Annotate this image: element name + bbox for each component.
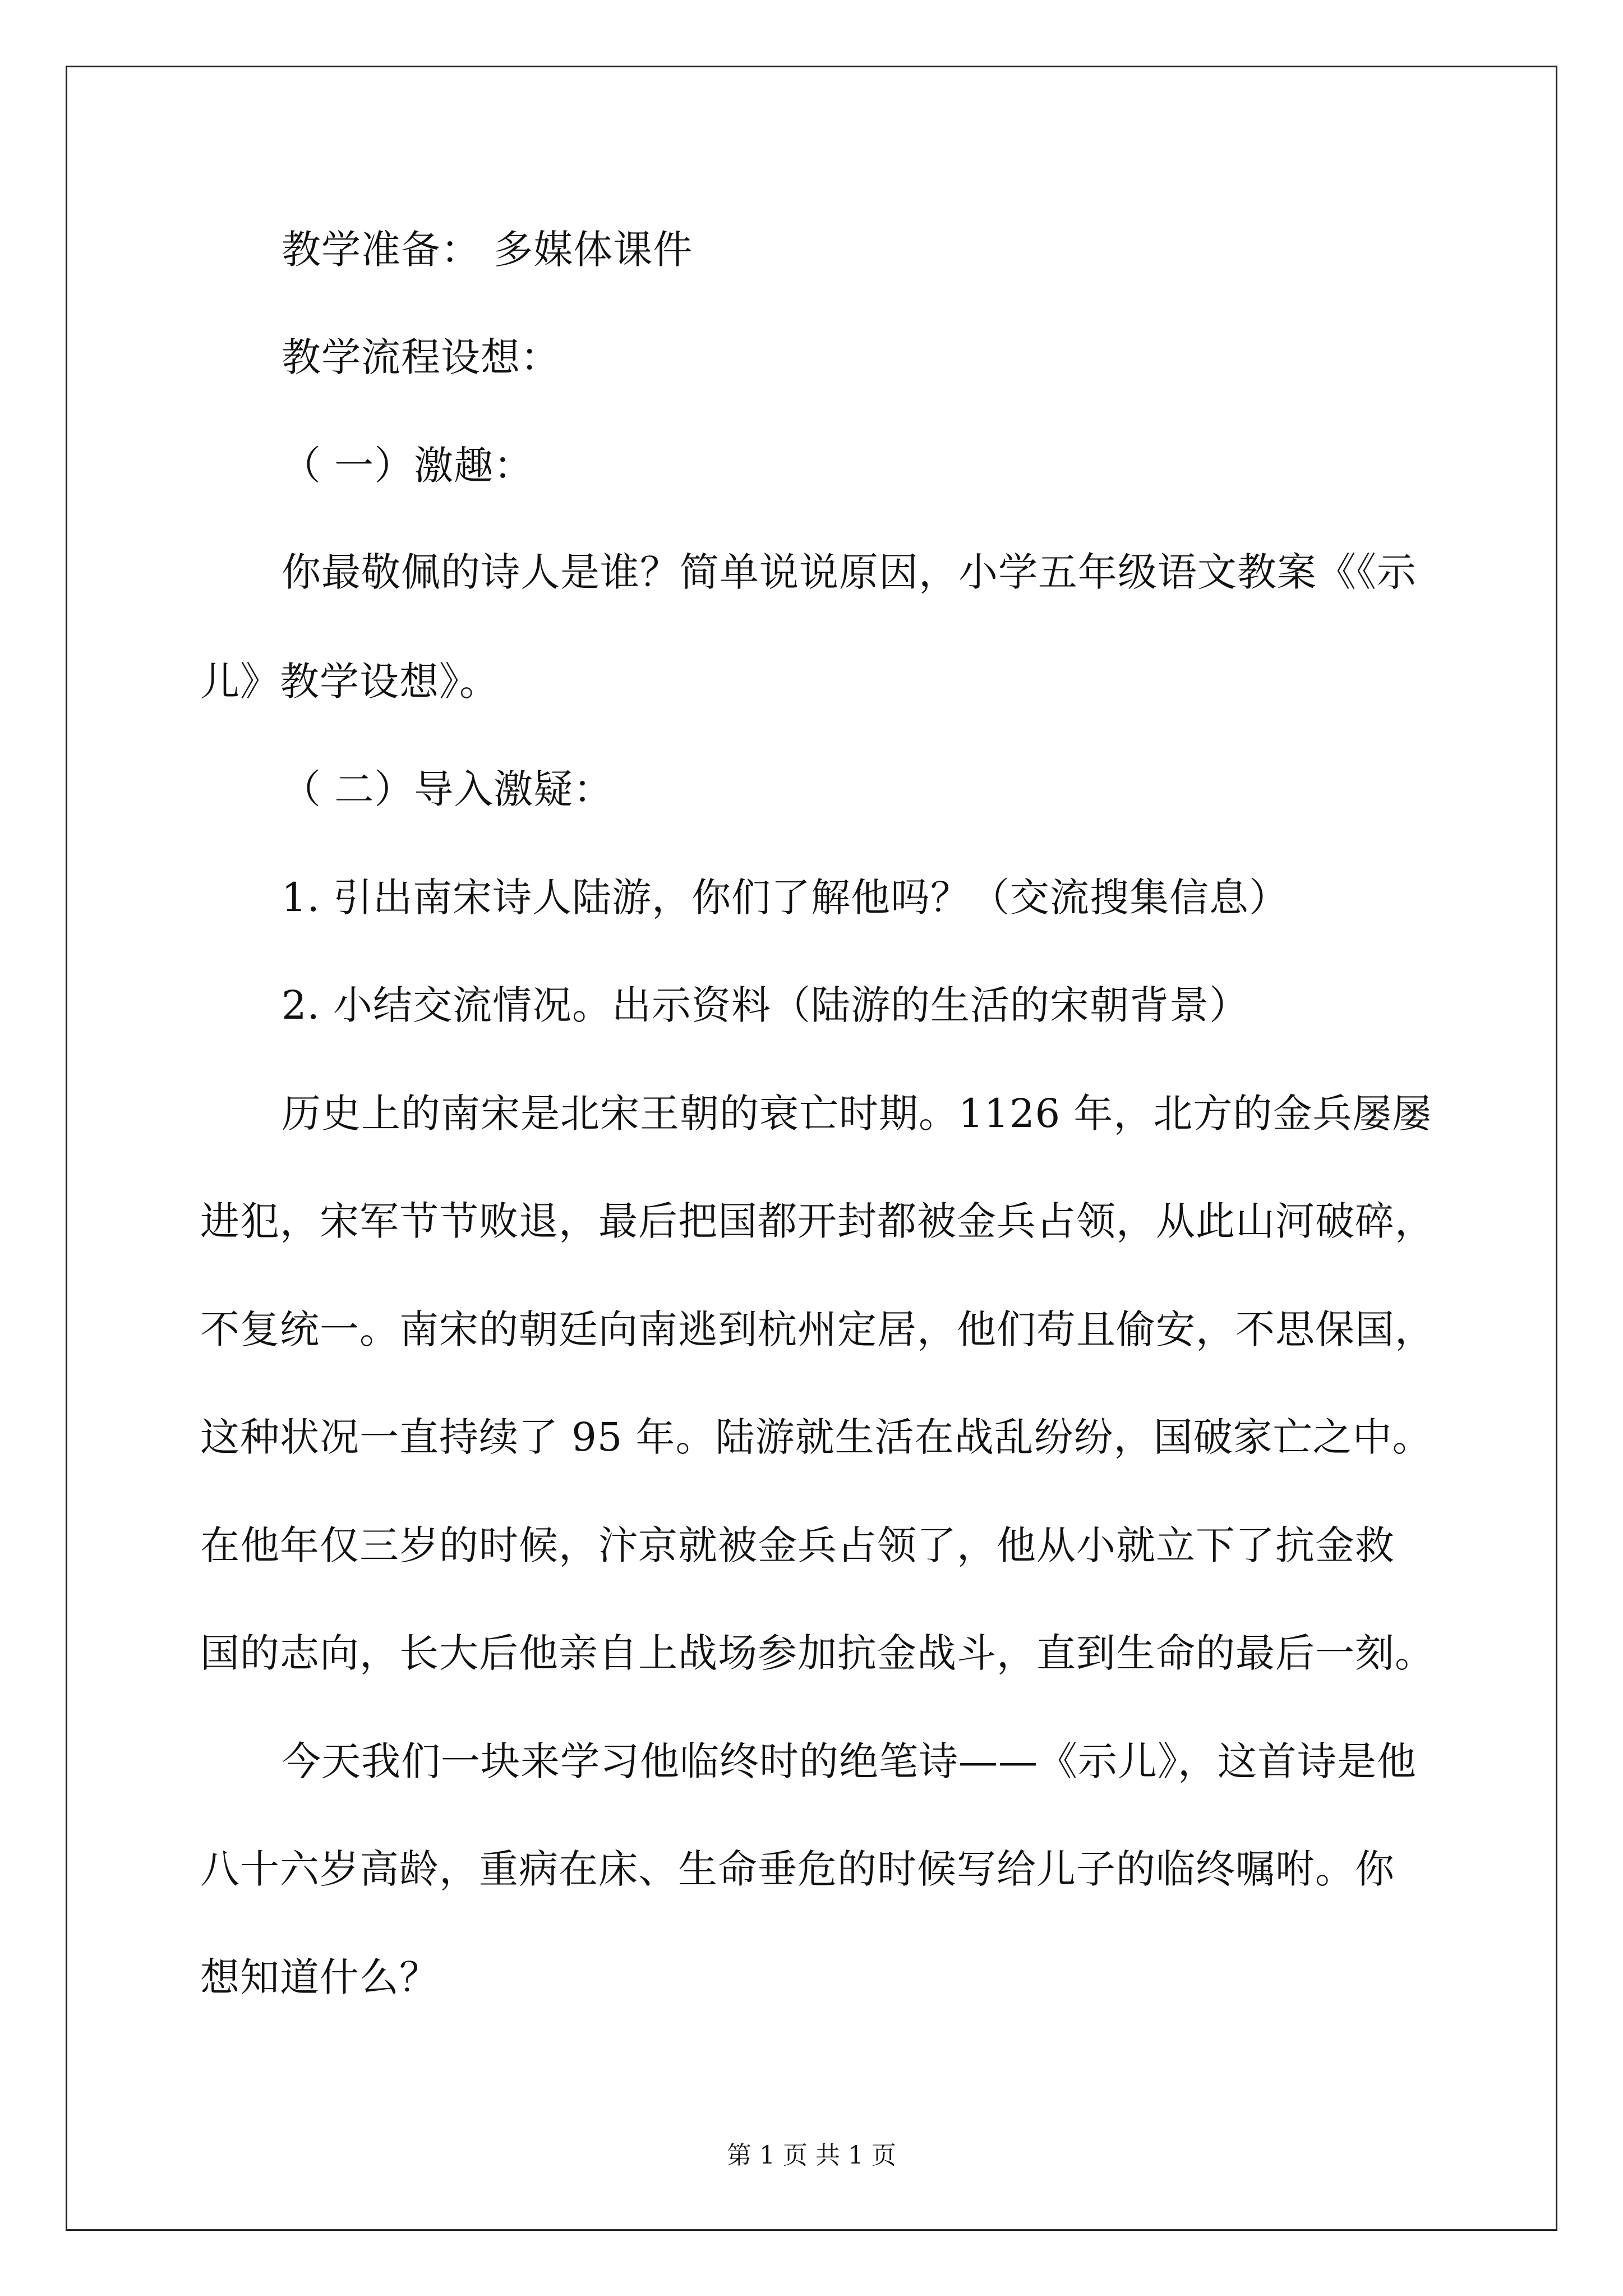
question-line-1: 你最敬佩的诗人是谁？简单说说原因，小学五年级语文教案《《示 (282, 549, 1417, 595)
section-1-heading: （ 一）激趣： (282, 443, 534, 489)
list-item-2: 2. 小结交流情况。出示资料（陆游的生活的宋朝背景） (282, 982, 1249, 1028)
list-item-1: 1. 引出南宋诗人陆游，你们了解他吗？（交流搜集信息） (282, 875, 1289, 921)
flow-heading: 教学流程设想： (282, 334, 560, 380)
intro-line-1: 今天我们一块来学习他临终时的绝笔诗——《示儿》，这首诗是他 (282, 1738, 1417, 1784)
history-line-3: 不复统一。南宋的朝廷向南逃到杭州定居，他们苟且偷安，不思保国， (200, 1306, 1435, 1352)
prep-line: 教学准备： 多媒体课件 (282, 227, 693, 273)
history-line-1: 历史上的南宋是北宋王朝的衰亡时期。1126 年，北方的金兵屡屡 (282, 1091, 1432, 1137)
page-footer: 第 1 页 共 1 页 (727, 2141, 896, 2170)
page-border (66, 66, 1557, 2231)
intro-line-2: 八十六岁高龄，重病在床、生命垂危的时候写给儿子的临终嘱咐。你 (200, 1846, 1395, 1892)
intro-line-3: 想知道什么？ (200, 1954, 439, 2000)
history-line-6: 国的志向，长大后他亲自上战场参加抗金战斗，直到生命的最后一刻。 (200, 1630, 1435, 1676)
section-2-heading: （ 二）导入激疑： (282, 766, 614, 812)
history-line-4: 这种状况一直持续了 95 年。陆游就生活在战乱纷纷，国破家亡之中。 (200, 1414, 1432, 1460)
history-line-5: 在他年仅三岁的时候，汴京就被金兵占领了，他从小就立下了抗金救 (200, 1522, 1395, 1568)
question-line-2: 儿》教学设想》。 (200, 659, 499, 705)
history-line-2: 进犯，宋军节节败退，最后把国都开封都被金兵占领，从此山河破碎， (200, 1198, 1435, 1244)
